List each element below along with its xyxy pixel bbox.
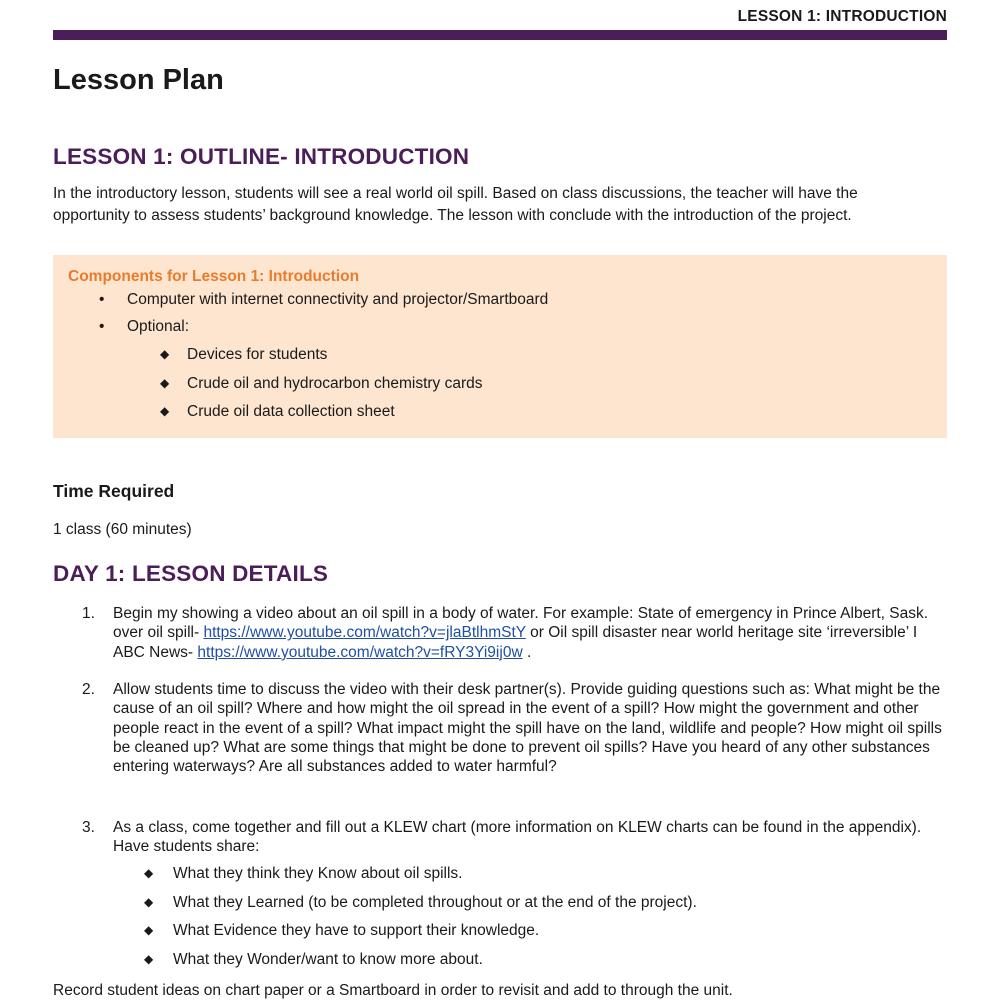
lesson-details-heading: DAY 1: LESSON DETAILS [53, 561, 329, 586]
components-title: Components for Lesson 1: Introduction [68, 268, 360, 285]
step-3 [82, 818, 948, 857]
page-title: Lesson Plan [53, 64, 224, 96]
video-link-abc-news[interactable]: https://www.youtube.com/watch?v=fRY3Yi9ij0w [197, 643, 523, 661]
step-number: 3. [82, 819, 95, 836]
list-item [99, 291, 549, 309]
klew-item-evidence: What Evidence they have to support their knowledge. [173, 922, 540, 939]
klew-item-know: What they think they Know about oil spills. [173, 865, 463, 882]
component-item-optional: Optional: [127, 318, 190, 335]
list-item [99, 318, 190, 336]
diamond-bullet-icon: ◆ [144, 866, 154, 880]
step-number: 2. [82, 681, 95, 698]
list-item [160, 403, 395, 421]
optional-item-devices: Devices for students [187, 346, 328, 363]
header-rule [53, 30, 947, 40]
list-item [144, 894, 697, 912]
outline-paragraph: In the introductory lesson, students will see a real world oil spill. Based on class discussions, the teacher will have the opportunity to assess students’ background knowledge. The lesson with conclude with the introduction of the project. [53, 185, 858, 224]
optional-item-sheet: Crude oil data collection sheet [187, 403, 395, 420]
diamond-bullet-icon: ◆ [144, 923, 154, 937]
diamond-bullet-icon: ◆ [160, 376, 170, 390]
component-item-computer: Computer with internet connectivity and projector/Smartboard [127, 291, 549, 308]
video-link-prince-albert[interactable]: https://www.youtube.com/watch?v=jlaBtlhmStY [203, 624, 526, 642]
klew-item-learned: What they Learned (to be completed throughout or at the end of the project). [173, 894, 697, 911]
list-item [144, 865, 463, 883]
step-3-text: As a class, come together and fill out a KLEW chart (more information on KLEW charts can be found in the appendix). Have students share: [113, 819, 922, 856]
diamond-bullet-icon: ◆ [144, 895, 154, 909]
bullet-icon: • [99, 318, 105, 335]
bullet-icon: • [99, 291, 105, 308]
outline-heading: LESSON 1: OUTLINE- INTRODUCTION [53, 144, 470, 169]
diamond-bullet-icon: ◆ [144, 952, 154, 966]
step-number: 1. [82, 605, 95, 622]
diamond-bullet-icon: ◆ [160, 404, 170, 418]
time-required-value: 1 class (60 minutes) [53, 521, 192, 538]
optional-item-cards: Crude oil and hydrocarbon chemistry cards [187, 375, 483, 392]
step-1-text-a: Begin my showing a video about an oil spill in a body of water. For example: State of emergency in Prince Albert, Sask. over oil spill- [113, 605, 929, 642]
list-item [144, 951, 483, 969]
closing-paragraph: Record student ideas on chart paper or a Smartboard in order to revisit and add to through the unit. [53, 982, 733, 999]
list-item [144, 922, 540, 940]
step-1-text-c: . [522, 643, 532, 661]
time-required-heading: Time Required [53, 481, 175, 501]
list-item [160, 346, 328, 364]
step-1-text-b: or Oil spill disaster near world heritage site ‘irreversible’ I ABC News- [113, 624, 918, 661]
components-box [53, 255, 947, 438]
step-2 [82, 680, 948, 776]
step-1 [82, 604, 948, 662]
running-header: LESSON 1: INTRODUCTION [737, 8, 947, 25]
diamond-bullet-icon: ◆ [160, 347, 170, 361]
step-2-text: Allow students time to discuss the video with their desk partner(s). Provide guiding questions such as: What might be the cause of an oil spill? Where and how might the oil spread in the event of a spill? How might the government and other people react in the event of a spill? What impact might the spill have on the land, wildlife and people? How might oil spills be cleaned up? What are some things that might be done to prevent oil spills? Have you heard of any other substances entering waterways? Are all substances added to water harmful? [113, 681, 942, 776]
klew-item-wonder: What they Wonder/want to know more about. [173, 951, 483, 968]
list-item [160, 375, 483, 393]
